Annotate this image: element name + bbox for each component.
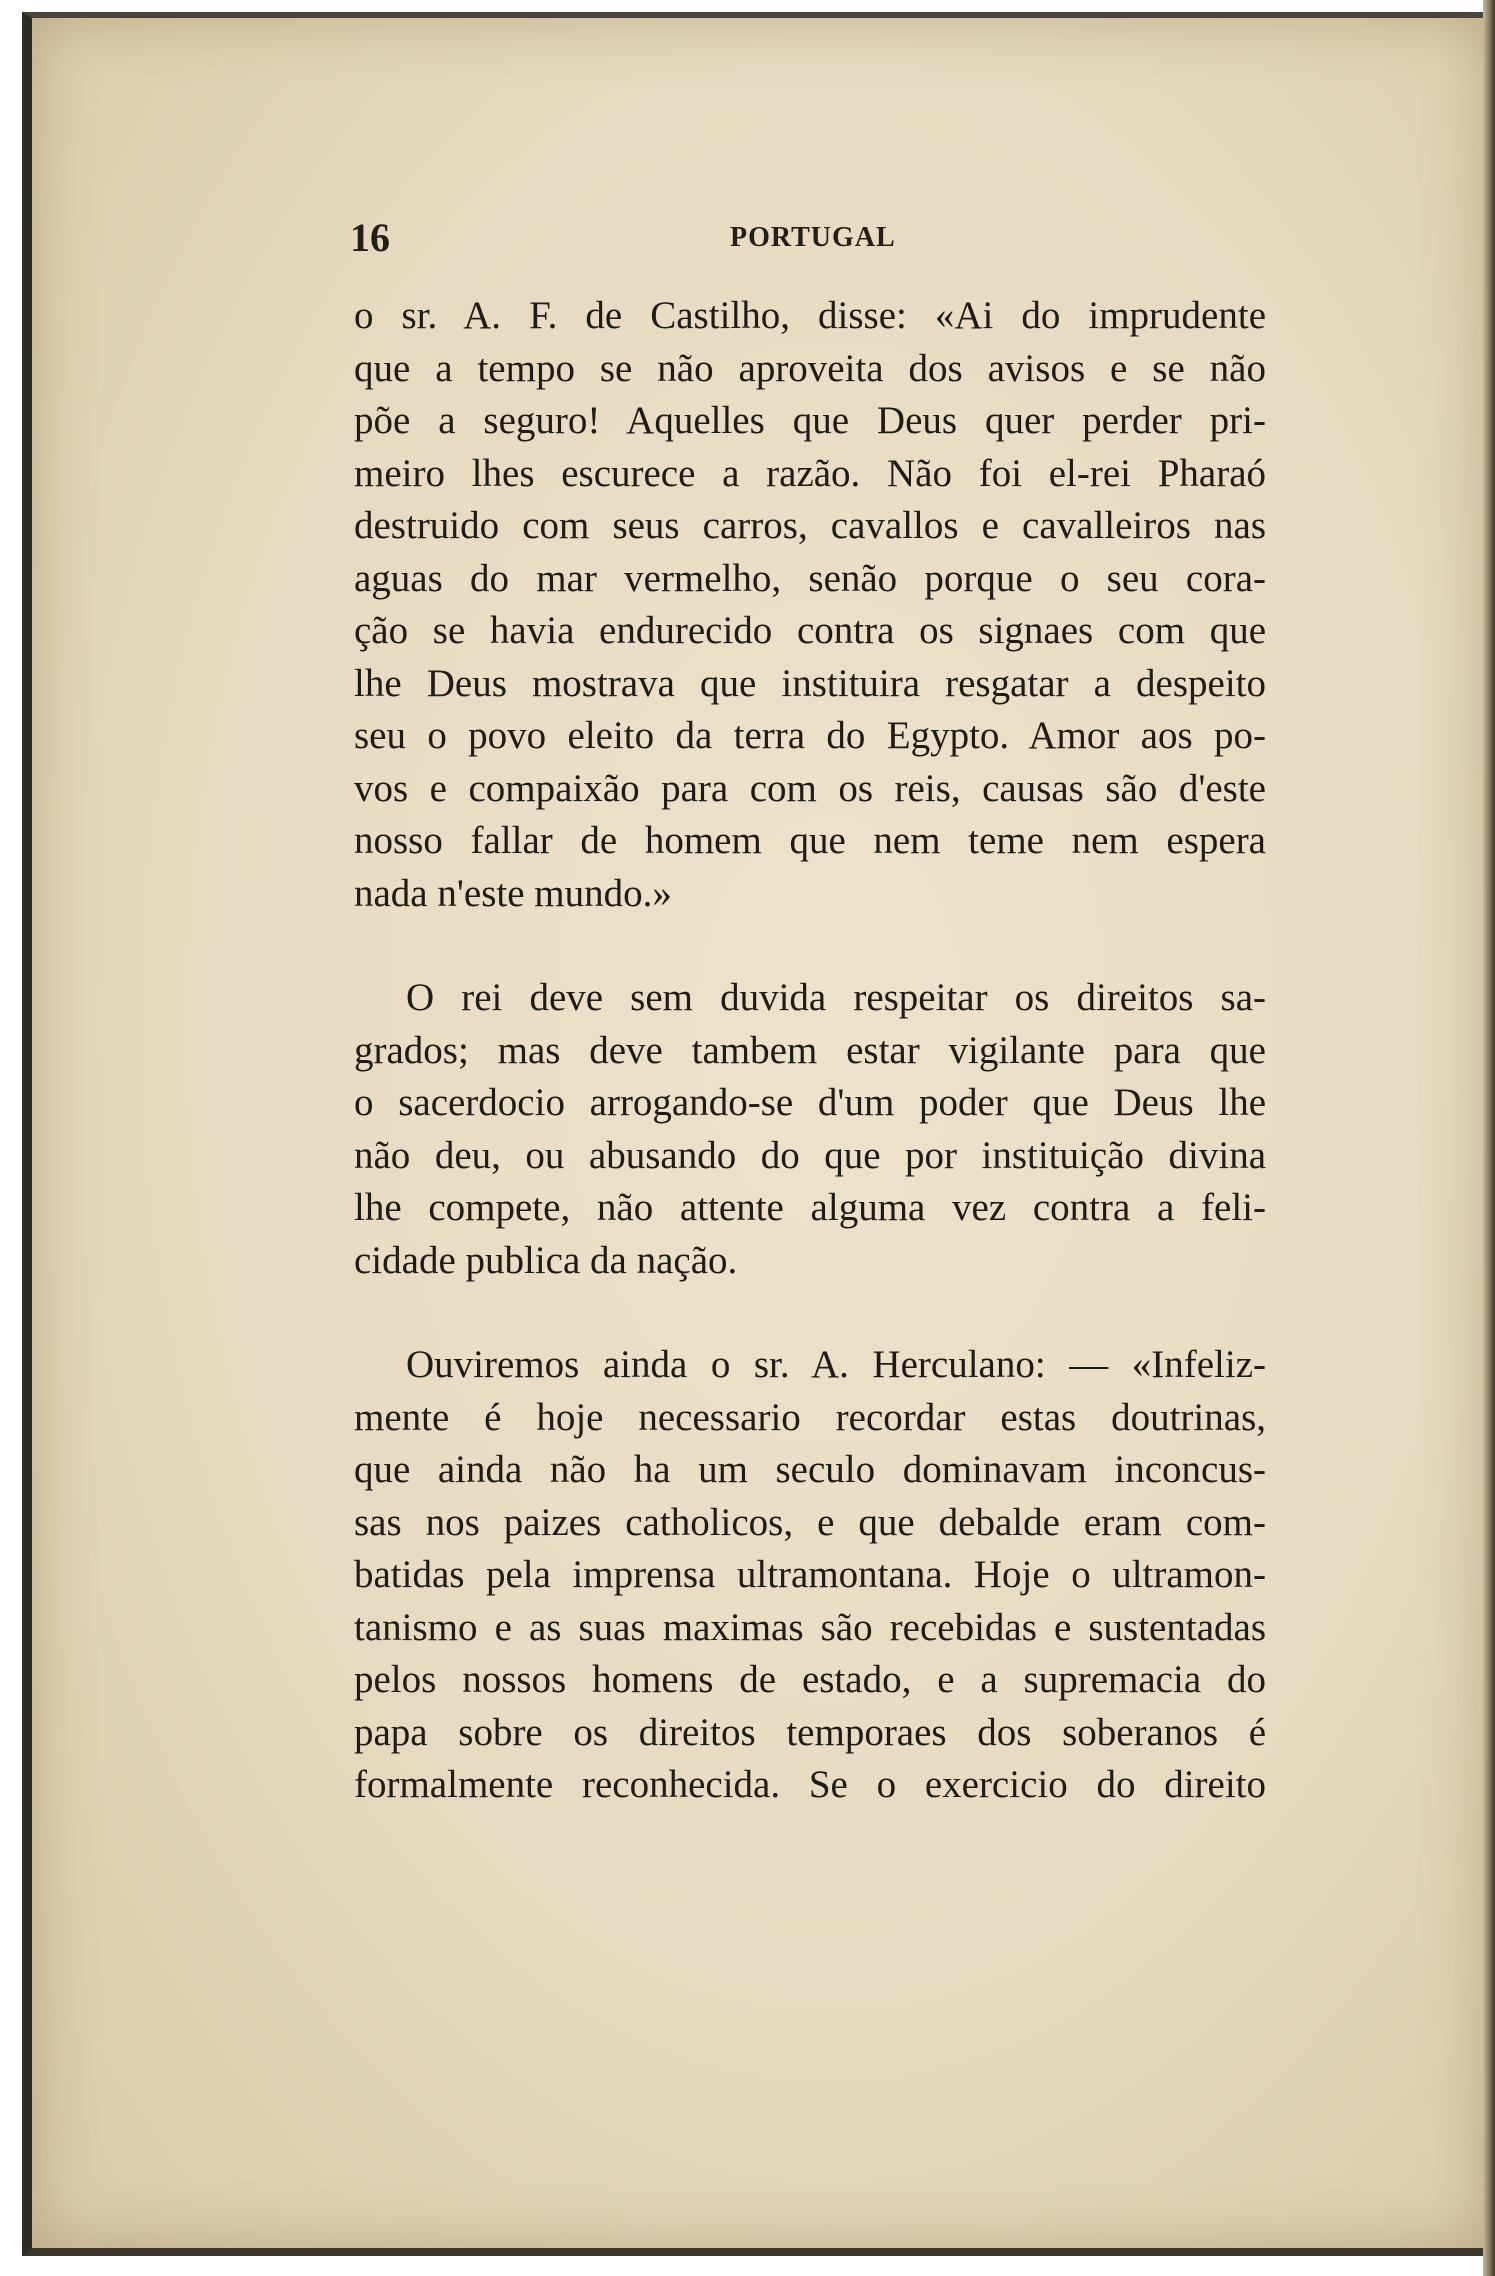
paragraph-herculano-quote: [354, 1339, 1266, 1812]
text-line: lhe Deus mostrava que instituira resgatar a despeito: [354, 661, 1266, 705]
body-text: [354, 290, 1266, 1812]
text-line: grados; mas deve tambem estar vigilante para que: [354, 1028, 1266, 1072]
text-line: mente é hoje necessario recordar estas doutrinas,: [354, 1395, 1266, 1439]
text-line: O rei deve sem duvida respeitar os direitos sa-: [406, 976, 1266, 1019]
text-line: nada n'este mundo.»: [354, 871, 672, 915]
text-line: seu o povo eleito da terra do Egypto. Amor aos po-: [354, 714, 1266, 757]
text-line: que ainda não ha um seculo dominavam inconcus-: [354, 1448, 1266, 1491]
text-line: papa sobre os direitos temporaes dos soberanos é: [354, 1710, 1266, 1754]
text-line: pelos nossos homens de estado, e a supremacia do: [354, 1658, 1266, 1701]
text-line: põe a seguro! Aquelles que Deus quer perder pri-: [354, 399, 1266, 442]
text-line: que a tempo se não aproveita dos avisos e se não: [354, 346, 1266, 390]
text-line: batidas pela imprensa ultramontana. Hoje o ultramon-: [354, 1553, 1266, 1596]
text-line: o sr. A. F. de Castilho, disse: «Ai do imprudente: [354, 294, 1266, 337]
text-line: o sacerdocio arrogando-se d'um poder que Deus lhe: [354, 1081, 1266, 1124]
text-line: lhe compete, não attente alguma vez contra a feli-: [354, 1186, 1266, 1229]
text-line: aguas do mar vermelho, senão porque o seu cora-: [354, 556, 1266, 600]
text-line: sas nos paizes catholicos, e que debalde eram com-: [354, 1500, 1266, 1544]
running-head: PORTUGAL: [730, 222, 896, 253]
text-line: vos e compaixão para com os reis, causas são d'este: [354, 766, 1266, 810]
text-line: tanismo e as suas maximas são recebidas e sustentadas: [354, 1605, 1266, 1649]
page-number: 16: [350, 215, 390, 260]
paragraph-rei: [354, 972, 1266, 1287]
text-line: formalmente reconhecida. Se o exercicio do direito: [354, 1763, 1266, 1806]
paragraph-castilho-quote: [354, 290, 1266, 920]
text-line: nosso fallar de homem que nem teme nem espera: [354, 819, 1266, 862]
text-line: ção se havia endurecido contra os signaes com que: [354, 609, 1266, 652]
text-line: Ouviremos ainda o sr. A. Herculano: — «Infeliz-: [406, 1343, 1266, 1386]
text-line: não deu, ou abusando do que por instituição divina: [354, 1133, 1266, 1177]
page-edge: [1483, 0, 1495, 2276]
page-header: [350, 214, 1270, 274]
text-line: destruido com seus carros, cavallos e cavalleiros nas: [354, 504, 1266, 547]
text-line: cidade publica da nação.: [354, 1238, 738, 1282]
text-line: meiro lhes escurece a razão. Não foi el-rei Pharaó: [354, 451, 1266, 495]
